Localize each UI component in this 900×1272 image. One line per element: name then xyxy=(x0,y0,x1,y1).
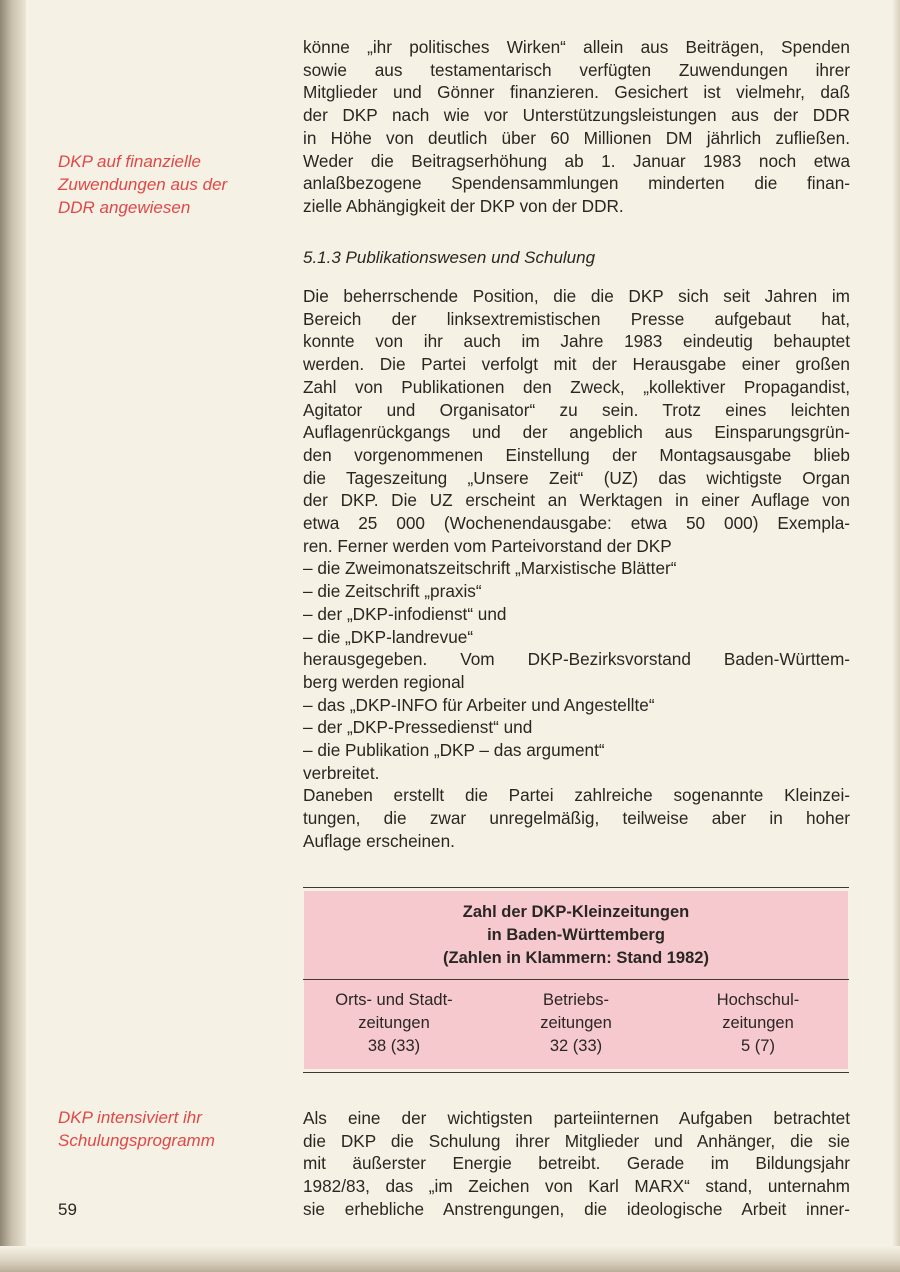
list-item: – die Publikation „DKP – das argument“ xyxy=(303,740,605,761)
table-bottom-rule xyxy=(303,1072,849,1073)
margin-note-line: DKP auf finanzielle xyxy=(58,152,202,171)
text-line: die DKP die Schulung ihrer Mitglieder und Anhänger, die sie xyxy=(303,1130,850,1151)
list-item: – der „DKP-Pressedienst“ und xyxy=(303,717,533,738)
table-title-line: (Zahlen in Klammern: Stand 1982) xyxy=(443,949,709,967)
text-line: könne „ihr politisches Wirken“ allein aus Beiträgen, Spenden xyxy=(303,37,850,57)
text-line: tungen, die zwar unregelmäßig, teilweise aber in hoher xyxy=(303,808,850,829)
text-line: Als eine der wichtigsten parteiinternen Aufgaben betrachtet xyxy=(303,1108,850,1128)
table-title xyxy=(303,901,849,970)
table-column-betriebszeitungen xyxy=(485,989,667,1058)
list-item: – der „DKP-infodienst“ und xyxy=(303,603,507,624)
paragraph-publications xyxy=(303,285,850,853)
margin-note-financing xyxy=(58,150,273,219)
list-item: – die Zweimonatszeitschrift „Marxistische Blätter“ xyxy=(303,558,677,579)
text-line: Weder die Beitragserhöhung ab 1. Januar 1983 noch etwa xyxy=(303,150,850,171)
table-title-line: in Baden-Württemberg xyxy=(487,926,665,944)
text-line: Die beherrschende Position, die die DKP sich seit Jahren im xyxy=(303,286,850,306)
text-line: mit äußerster Energie betreibt. Gerade im Bildungsjahr xyxy=(303,1153,850,1174)
table-title-line: Zahl der DKP-Kleinzeitungen xyxy=(462,903,690,921)
table-header-rule xyxy=(303,979,849,980)
book-spine-shadow xyxy=(0,0,26,1272)
table-column-hochschulzeitungen xyxy=(667,989,849,1058)
margin-note-line: Schulungsprogramm xyxy=(58,1131,215,1150)
text-line: Auflagenrückgangs und der angeblich aus Einsparungsgrün- xyxy=(303,422,850,443)
text-line: den vorgenommenen Einstellung der Montagsausgabe blieb xyxy=(303,444,850,465)
text-line: 1982/83, das „im Zeichen von Karl MARX“ stand, unternahm xyxy=(303,1176,850,1197)
text-line: der DKP. Die UZ erscheint an Werktagen in einer Auflage von xyxy=(303,490,850,511)
text-line: Auflage erscheinen. xyxy=(303,830,455,851)
table-top-rule xyxy=(303,887,849,888)
text-line: ren. Ferner werden vom Parteivorstand der DKP xyxy=(303,535,672,556)
list-item: – das „DKP-INFO für Arbeiter und Angestellte“ xyxy=(303,694,655,715)
text-line: Mitglieder und Gönner finanzieren. Gesichert ist vielmehr, daß xyxy=(303,82,850,103)
margin-note-line: Zuwendungen aus der xyxy=(58,175,228,194)
text-line: zielle Abhängigkeit der DKP von der DDR. xyxy=(303,195,624,216)
column-label: zeitungen xyxy=(358,1014,430,1032)
list-item: – die „DKP-landrevue“ xyxy=(303,626,474,647)
text-line: in Höhe von deutlich über 60 Millionen DM jährlich zufließen. xyxy=(303,127,850,148)
text-line: Zahl von Publikationen den Zweck, „kollektiver Propagandist, xyxy=(303,376,850,397)
text-line: konnte von ihr auch im Jahre 1983 eindeutig behauptet xyxy=(303,331,850,352)
margin-note-training xyxy=(58,1106,273,1152)
text-line: berg werden regional xyxy=(303,671,465,692)
text-line: die Tageszeitung „Unsere Zeit“ (UZ) das wichtigste Organ xyxy=(303,467,850,488)
text-line: etwa 25 000 (Wochenendausgabe: etwa 50 000) Exempla- xyxy=(303,513,850,534)
kleinzeitungen-table xyxy=(303,887,849,1073)
margin-note-line: DKP intensiviert ihr xyxy=(58,1108,202,1127)
paragraph-financing xyxy=(303,36,850,218)
text-line: der DKP nach wie vor Unterstützungsleistungen aus der DDR xyxy=(303,105,850,126)
column-label: Orts- und Stadt- xyxy=(335,991,453,1009)
text-line: sowie aus testamentarisch verfügten Zuwendungen ihrer xyxy=(303,59,850,80)
text-line: Agitator und Organisator“ zu sein. Trotz eines leichten xyxy=(303,399,850,420)
text-line: Daneben erstellt die Partei zahlreiche sogenannte Kleinzei- xyxy=(303,785,850,806)
column-value: 38 (33) xyxy=(367,1037,421,1055)
text-line: herausgegeben. Vom DKP-Bezirksvorstand Baden-Württem- xyxy=(303,649,850,670)
column-label: zeitungen xyxy=(722,1014,794,1032)
text-line: sie erhebliche Anstrengungen, die ideologische Arbeit inner- xyxy=(303,1198,850,1219)
page-number: 59 xyxy=(58,1200,77,1219)
paragraph-training xyxy=(303,1107,850,1221)
list-item: – die Zeitschrift „praxis“ xyxy=(303,581,482,602)
margin-note-line: DDR angewiesen xyxy=(58,198,191,217)
text-line: verbreitet. xyxy=(303,762,380,783)
column-label: zeitungen xyxy=(540,1014,612,1032)
section-heading: 5.1.3 Publikationswesen und Schulung xyxy=(303,248,596,267)
text-line: werden. Die Partei verfolgt mit der Herausgabe einer großen xyxy=(303,354,850,375)
column-value: 5 (7) xyxy=(741,1037,775,1055)
column-value: 32 (33) xyxy=(549,1037,603,1055)
text-line: anlaßbezogene Spendensammlungen minderten die finan- xyxy=(303,173,850,194)
column-label: Hochschul- xyxy=(716,991,800,1009)
page-edge-right xyxy=(892,0,900,1272)
page-edge-bottom xyxy=(0,1246,900,1272)
table-column-orts-stadtzeitungen xyxy=(303,989,485,1058)
column-label: Betriebs- xyxy=(542,991,610,1009)
text-line: Bereich der linksextremistischen Presse aufgebaut hat, xyxy=(303,308,850,329)
